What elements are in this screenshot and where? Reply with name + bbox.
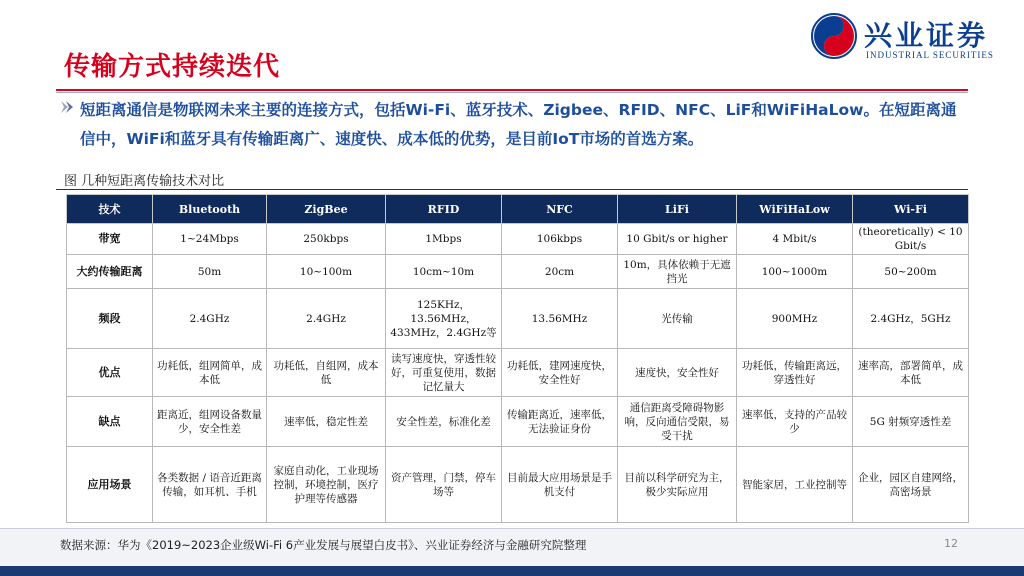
table-cell: 功耗低，传输距离远，穿透性好 bbox=[737, 349, 853, 397]
table-cell: 900MHz bbox=[737, 289, 853, 349]
table-cell: 通信距离受障碍物影响，反向通信受限，易受干扰 bbox=[618, 397, 737, 447]
column-header: RFID bbox=[386, 195, 502, 224]
table-cell: 速率低，支持的产品较少 bbox=[737, 397, 853, 447]
page-number: 12 bbox=[944, 537, 958, 550]
bullet-line-2: 信中，WiFi和蓝牙具有传输距离广、速度快、成本低的优势，是目前IoT市场的首选方案。 bbox=[80, 130, 704, 148]
column-header: WiFiHaLow bbox=[737, 195, 853, 224]
data-source-note: 数据来源：华为《2019~2023企业级Wi-Fi 6产业发展与展望白皮书》、兴业证券经济与金融研究院整理 bbox=[60, 538, 587, 552]
caption-divider bbox=[56, 189, 968, 190]
title-divider bbox=[56, 89, 968, 91]
table-cell: 10 Gbit/s or higher bbox=[618, 224, 737, 255]
table-cell: 各类数据 / 语音近距离传输，如耳机、手机 bbox=[153, 447, 267, 523]
table-cell: 10cm~10m bbox=[386, 255, 502, 289]
table-cell: 速率高，部署简单，成本低 bbox=[853, 349, 969, 397]
table-cell: 安全性差，标准化差 bbox=[386, 397, 502, 447]
table-cell: 智能家居，工业控制等 bbox=[737, 447, 853, 523]
title-divider-secondary bbox=[56, 92, 968, 93]
row-header: 优点 bbox=[67, 349, 153, 397]
table-cell: 13.56MHz bbox=[502, 289, 618, 349]
table-cell: 10~100m bbox=[267, 255, 386, 289]
table-cell: 速率低，稳定性差 bbox=[267, 397, 386, 447]
table-cell: 功耗低，自组网，成本低 bbox=[267, 349, 386, 397]
table-row bbox=[67, 349, 969, 397]
page-title: 传输方式持续迭代 bbox=[64, 52, 281, 82]
logo-chinese-name: 兴业证券 bbox=[864, 19, 989, 52]
table-cell: 2.4GHz bbox=[267, 289, 386, 349]
table-row bbox=[67, 447, 969, 523]
table-cell: 50m bbox=[153, 255, 267, 289]
table-cell: 资产管理，门禁，停车场等 bbox=[386, 447, 502, 523]
table-cell: 光传输 bbox=[618, 289, 737, 349]
row-header: 应用场景 bbox=[67, 447, 153, 523]
table-row bbox=[67, 255, 969, 289]
table-header-row bbox=[67, 195, 969, 224]
table-cell: 读写速度快，穿透性较好，可重复使用，数据记忆量大 bbox=[386, 349, 502, 397]
table-cell: 传输距离近，速率低，无法验证身份 bbox=[502, 397, 618, 447]
table-cell: 125KHz，13.56MHz，433MHz，2.4GHz等 bbox=[386, 289, 502, 349]
bullet-paragraph bbox=[80, 96, 1000, 154]
bullet-arrow-icon bbox=[60, 100, 74, 114]
logo-mark-icon bbox=[810, 12, 858, 60]
row-header: 带宽 bbox=[67, 224, 153, 255]
table-cell: 距离近，组网设备数量少，安全性差 bbox=[153, 397, 267, 447]
column-header: 技术 bbox=[67, 195, 153, 224]
table-cell: 功耗低，建网速度快，安全性好 bbox=[502, 349, 618, 397]
table-cell: 5G 射频穿透性差 bbox=[853, 397, 969, 447]
figure-caption: 图 几种短距离传输技术对比 bbox=[64, 174, 225, 189]
table-cell: 功耗低，组网简单，成本低 bbox=[153, 349, 267, 397]
table-cell: 4 Mbit/s bbox=[737, 224, 853, 255]
table-cell: 50~200m bbox=[853, 255, 969, 289]
logo-english-name: INDUSTRIAL SECURITIES bbox=[866, 50, 994, 60]
column-header: ZigBee bbox=[267, 195, 386, 224]
table-cell: 目前以科学研究为主，极少实际应用 bbox=[618, 447, 737, 523]
table-cell: 1~24Mbps bbox=[153, 224, 267, 255]
row-header: 大约传输距离 bbox=[67, 255, 153, 289]
row-header: 频段 bbox=[67, 289, 153, 349]
table-cell: 250kbps bbox=[267, 224, 386, 255]
bullet-line-1: 短距离通信是物联网未来主要的连接方式，包括Wi-Fi、蓝牙技术、Zigbee、RFID、NFC、LiF和WiFiHaLow。在短距离通 bbox=[80, 101, 957, 119]
column-header: LiFi bbox=[618, 195, 737, 224]
table-row bbox=[67, 224, 969, 255]
table-cell: 家庭自动化，工业现场控制，环境控制，医疗护理等传感器 bbox=[267, 447, 386, 523]
table-row bbox=[67, 397, 969, 447]
table-cell: 106kbps bbox=[502, 224, 618, 255]
table-cell: (theoretically) < 10 Gbit/s bbox=[853, 224, 969, 255]
column-header: Wi-Fi bbox=[853, 195, 969, 224]
footer-divider bbox=[0, 528, 1024, 529]
row-header: 缺点 bbox=[67, 397, 153, 447]
table-cell: 100~1000m bbox=[737, 255, 853, 289]
table-cell: 2.4GHz，5GHz bbox=[853, 289, 969, 349]
company-logo bbox=[810, 12, 1010, 64]
column-header: Bluetooth bbox=[153, 195, 267, 224]
table-cell: 20cm bbox=[502, 255, 618, 289]
table-cell: 目前最大应用场景是手机支付 bbox=[502, 447, 618, 523]
table-cell: 2.4GHz bbox=[153, 289, 267, 349]
footer-bar bbox=[0, 566, 1024, 576]
table-cell: 10m，具体依赖于无遮挡光 bbox=[618, 255, 737, 289]
table-cell: 速度快，安全性好 bbox=[618, 349, 737, 397]
table-cell: 1Mbps bbox=[386, 224, 502, 255]
comparison-table bbox=[66, 194, 969, 523]
table-row bbox=[67, 289, 969, 349]
table-cell: 企业，园区自建网络，高密场景 bbox=[853, 447, 969, 523]
column-header: NFC bbox=[502, 195, 618, 224]
